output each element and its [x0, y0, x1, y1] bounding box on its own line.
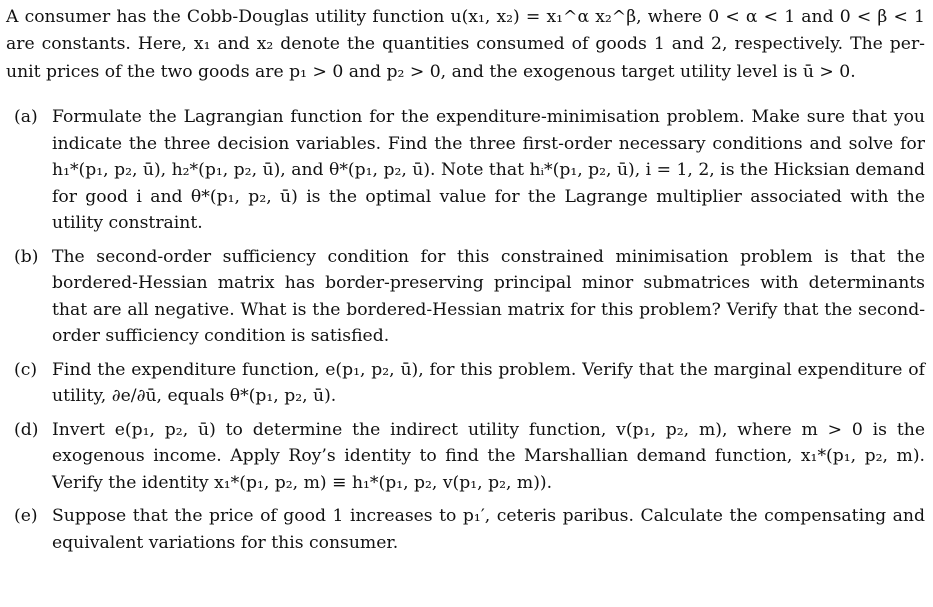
part-label: (d) — [14, 419, 39, 440]
part-text: Suppose that the price of good 1 increases to p₁′, ceteris paribus. Calculate the compensating and equivalent variations for this consumer. — [52, 506, 925, 553]
question-parts-list — [6, 104, 925, 556]
part-text: The second-order sufficiency condition for this constrained minimisation problem is that the bordered-Hessian matrix has border-preserving principal minor submatrices with determinants that are all negative. What is the bordered-Hessian matrix for this problem? Verify that the second-order sufficiency condition is satisfied. — [52, 246, 925, 347]
question-part-c — [6, 357, 925, 410]
part-label: (e) — [14, 506, 38, 527]
part-label: (b) — [14, 246, 39, 267]
part-label: (c) — [14, 359, 38, 380]
question-part-e — [6, 503, 925, 556]
part-text: Invert e(p₁, p₂, ū) to determine the indirect utility function, v(p₁, p₂, m), where m > 0 is the exogenous income. Apply Roy’s identity to find the Marshallian demand function, x₁*(p₁, p₂, m). Verify the identity x₁*(p₁, p₂, m) ≡ h₁*(p₁, p₂, v(p₁, p₂, m)). — [52, 419, 925, 493]
question-part-b — [6, 244, 925, 350]
question-part-a — [6, 104, 925, 237]
part-text: Find the expenditure function, e(p₁, p₂, ū), for this problem. Verify that the marginal expenditure of utility, ∂e/∂ū, equals θ*(p₁, p₂, ū). — [52, 359, 925, 407]
question-part-d — [6, 417, 925, 497]
part-text: Formulate the Lagrangian function for the expenditure-minimisation problem. Make sure that you indicate the three decision variables. Find the three first-order necessary conditions and solve for h₁*(p₁, p₂, ū), h₂*(p₁, p₂, ū), and θ*(p₁, p₂, ū). Note that hᵢ*(p₁, p₂, ū), i = 1, 2, is the Hicksian demand for good i and θ*(p₁, p₂, ū) is the optimal value for the Lagrange multiplier associated with the utility constraint. — [52, 107, 926, 234]
problem-intro: A consumer has the Cobb-Douglas utility function u(x₁, x₂) = x₁^α x₂^β, where 0 < α < 1 and 0 < β < 1 are constants. Here, x₁ and x₂ denote the quantities consumed of goods 1 and 2, respectively. The per-unit prices of the two goods are p₁ > 0 and p₂ > 0, and the exogenous target utility level is ū > 0. — [6, 7, 925, 82]
part-label: (a) — [14, 107, 38, 128]
